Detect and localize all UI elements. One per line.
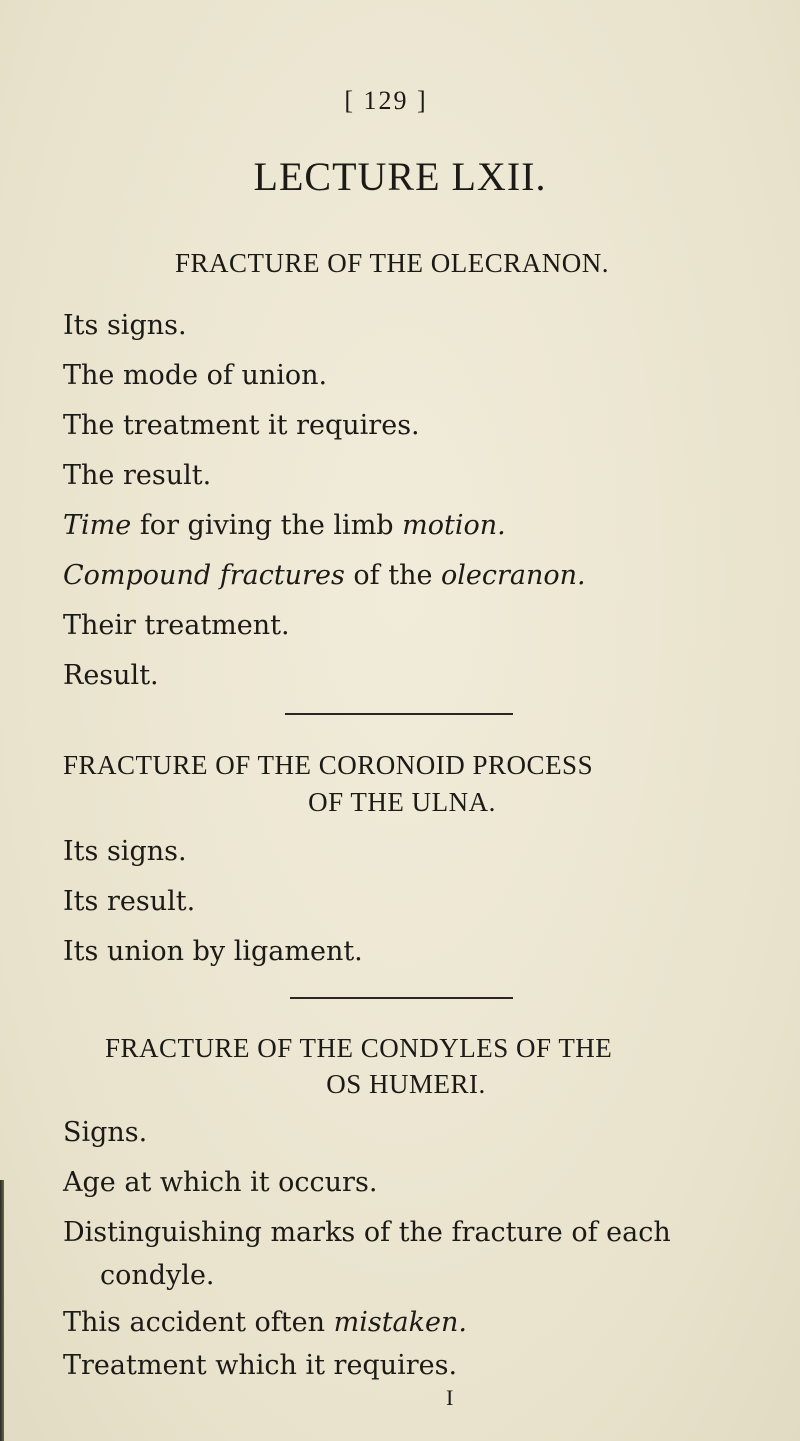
list-item: Its union by ligament.	[63, 936, 363, 967]
italic-term: Compound fractures	[63, 560, 345, 591]
list-item: Its signs.	[63, 310, 187, 341]
section-heading-coronoid-line2: OF THE ULNA.	[308, 787, 496, 817]
plain-text: of the	[344, 560, 442, 591]
list-item: Its signs.	[63, 836, 187, 867]
page-number: [ 129 ]	[344, 86, 428, 115]
list-item: Their treatment.	[63, 610, 290, 641]
list-item-mixed	[63, 509, 506, 543]
italic-term: Time	[63, 510, 132, 541]
list-item-mixed	[63, 1306, 467, 1340]
list-item: The mode of union.	[63, 360, 328, 391]
italic-term: olecranon.	[441, 560, 586, 591]
list-item: Result.	[63, 660, 159, 691]
list-item-continuation: condyle.	[100, 1260, 215, 1291]
list-item: Its result.	[63, 886, 196, 917]
italic-term: mistaken.	[333, 1307, 467, 1338]
binding-edge	[0, 1180, 4, 1441]
list-item: Treatment which it requires.	[63, 1350, 458, 1381]
section-heading-coronoid: FRACTURE OF THE CORONOID PROCESS	[63, 750, 594, 780]
list-item: The treatment it requires.	[63, 410, 420, 441]
list-item: Distinguishing marks of the fracture of each	[63, 1217, 671, 1248]
plain-text: This accident often	[63, 1307, 334, 1338]
signature-mark: I	[446, 1385, 454, 1410]
section-divider	[290, 997, 513, 999]
section-heading-condyles-line2: OS HUMERI.	[326, 1069, 486, 1099]
lecture-title: LECTURE LXII.	[253, 154, 547, 199]
list-item: Signs.	[63, 1117, 148, 1148]
list-item: Age at which it occurs.	[63, 1167, 378, 1198]
list-item-mixed	[63, 559, 586, 593]
plain-text: for giving the limb	[131, 510, 403, 541]
list-item: The result.	[63, 460, 212, 491]
section-heading-condyles: FRACTURE OF THE CONDYLES OF THE	[105, 1033, 613, 1063]
section-divider	[285, 713, 513, 715]
section-heading-olecranon: FRACTURE OF THE OLECRANON.	[174, 248, 610, 278]
italic-term: motion.	[402, 510, 506, 541]
